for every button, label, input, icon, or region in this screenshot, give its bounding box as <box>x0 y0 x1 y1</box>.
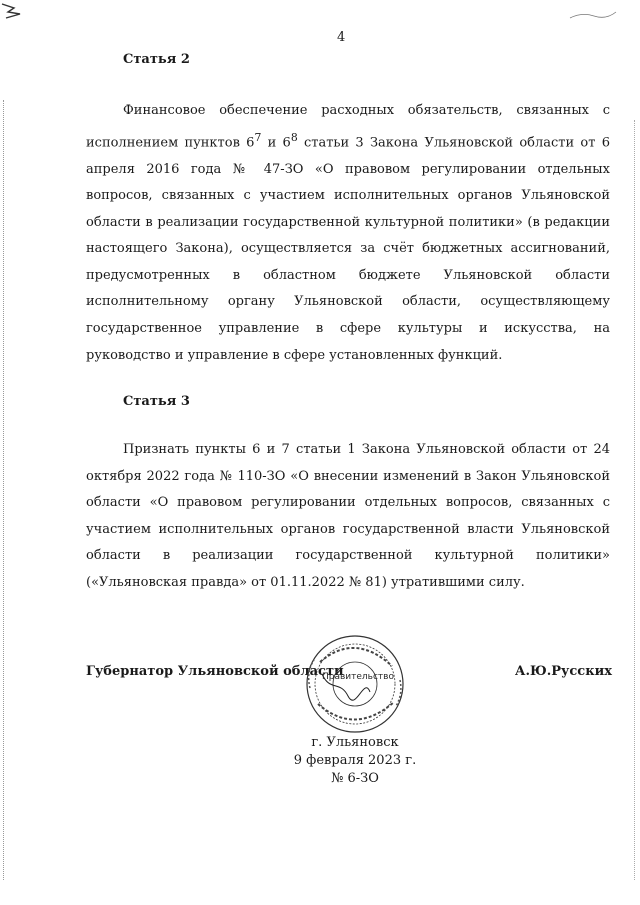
article-2-text-end: статьи 3 Закона Ульяновской области от 6 апреля 2016 года № 47-ЗО «О правовом регулировании отдельных вопросов, связанных с участием исполнительных органов Ульяновской области в реализации государственной культурной политики» (в редакции настоящего Закона), осуществляется за счёт бюджетных ассигнований, предусмотренных в областном бюджете Ульяновской области исполнительному органу Ульяновской области, осуществляющему государственное управление в сфере культуры и искусства, на руководство и управление в сфере установленных функций. <box>86 134 610 363</box>
article-3-body <box>86 437 610 597</box>
signing-city: г. Ульяновск <box>311 735 399 750</box>
right-edge-dots <box>634 120 636 880</box>
signing-date: 9 февраля 2023 г. <box>293 753 417 768</box>
left-edge-dots <box>3 100 5 880</box>
article-2-text-mid: и 6 <box>261 134 291 150</box>
article-2-body <box>86 98 610 369</box>
governor-name: А.Ю.Русских <box>514 664 612 679</box>
superscript-7: 7 <box>254 130 262 144</box>
scan-scribble-mark <box>568 8 618 22</box>
article-3-text: Признать пункты 6 и 7 статьи 1 Закона Ульяновской области от 24 октября 2022 года № 110-ЗО «О внесении изменений в Закон Ульяновской области «О правовом регулировании отдельных вопросов, связанных с участием исполнительных органов государственной власти Ульяновской области в реализации государственной культурной политики» («Ульяновская правда» от 01.11.2022 № 81) утратившими силу. <box>86 442 610 590</box>
article-2-text-start: Финансовое обеспечение расходных обязательств, связанных с исполнением пунктов 6 <box>86 103 610 150</box>
signing-place-block <box>270 734 440 788</box>
page-number: 4 <box>337 30 346 45</box>
article-2-heading: Статья 2 <box>123 52 190 67</box>
seal-text: Правительство <box>322 672 394 682</box>
superscript-8: 8 <box>290 130 298 144</box>
scan-corner-mark <box>0 0 28 24</box>
law-number: № 6-ЗО <box>331 771 379 786</box>
official-seal-stamp <box>300 632 410 737</box>
governor-title: Губернатор Ульяновской области <box>86 664 344 679</box>
article-3-heading: Статья 3 <box>123 394 190 409</box>
